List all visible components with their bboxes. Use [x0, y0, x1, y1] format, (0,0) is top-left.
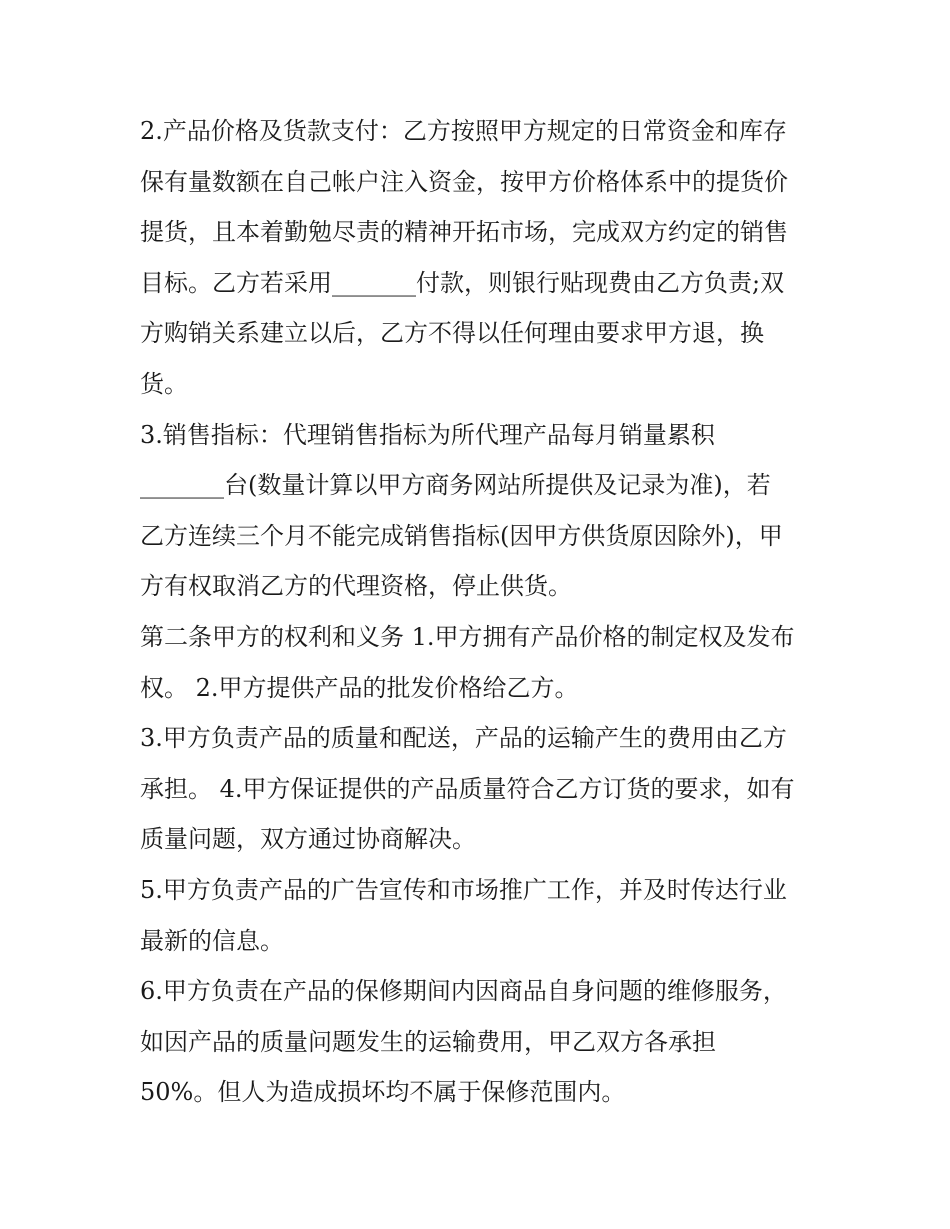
text-line: 提货，且本着勤勉尽责的精神开拓市场，完成双方约定的销售 — [140, 218, 788, 247]
text-line: 承担。 4.甲方保证提供的产品质量符合乙方订货的要求，如有 — [140, 774, 795, 803]
text-line: _______台(数量计算以甲方商务网站所提供及记录为准)，若 — [140, 471, 771, 500]
text-line: 方有权取消乙方的代理资格，停止供货。 — [140, 572, 572, 601]
text-line: 5.甲方负责产品的广告宣传和市场推广工作，并及时传达行业 — [140, 875, 787, 904]
text-line: 保有量数额在自己帐户注入资金，按甲方价格体系中的提货价 — [140, 167, 788, 196]
text-line: 6.甲方负责在产品的保修期间内因商品自身问题的维修服务， — [140, 977, 787, 1006]
text-line: 如因产品的质量问题发生的运输费用，甲乙双方各承担 — [140, 1027, 716, 1056]
text-line: 货。 — [140, 369, 188, 398]
document-body — [140, 106, 820, 1118]
text-line: 2.产品价格及货款支付：乙方按照甲方规定的日常资金和库存 — [140, 117, 787, 145]
text-line: 第二条甲方的权利和义务 1.甲方拥有产品价格的制定权及发布 — [140, 622, 795, 651]
text-line: 50%。但人为造成损坏均不属于保修范围内。 — [140, 1078, 626, 1107]
text-line: 最新的信息。 — [140, 926, 284, 955]
text-line: 目标。乙方若采用_______付款，则银行贴现费由乙方负责;双 — [140, 268, 785, 297]
text-line: 方购销关系建立以后，乙方不得以任何理由要求甲方退，换 — [140, 319, 764, 348]
text-line: 权。 2.甲方提供产品的批发价格给乙方。 — [140, 673, 579, 702]
text-line: 乙方连续三个月不能完成销售指标(因甲方供货原因除外)，甲 — [140, 521, 783, 550]
text-line: 3.销售指标：代理销售指标为所代理产品每月销量累积 — [140, 420, 715, 449]
text-line: 3.甲方负责产品的质量和配送，产品的运输产生的费用由乙方 — [140, 724, 787, 753]
text-line: 质量问题，双方通过协商解决。 — [140, 825, 476, 854]
